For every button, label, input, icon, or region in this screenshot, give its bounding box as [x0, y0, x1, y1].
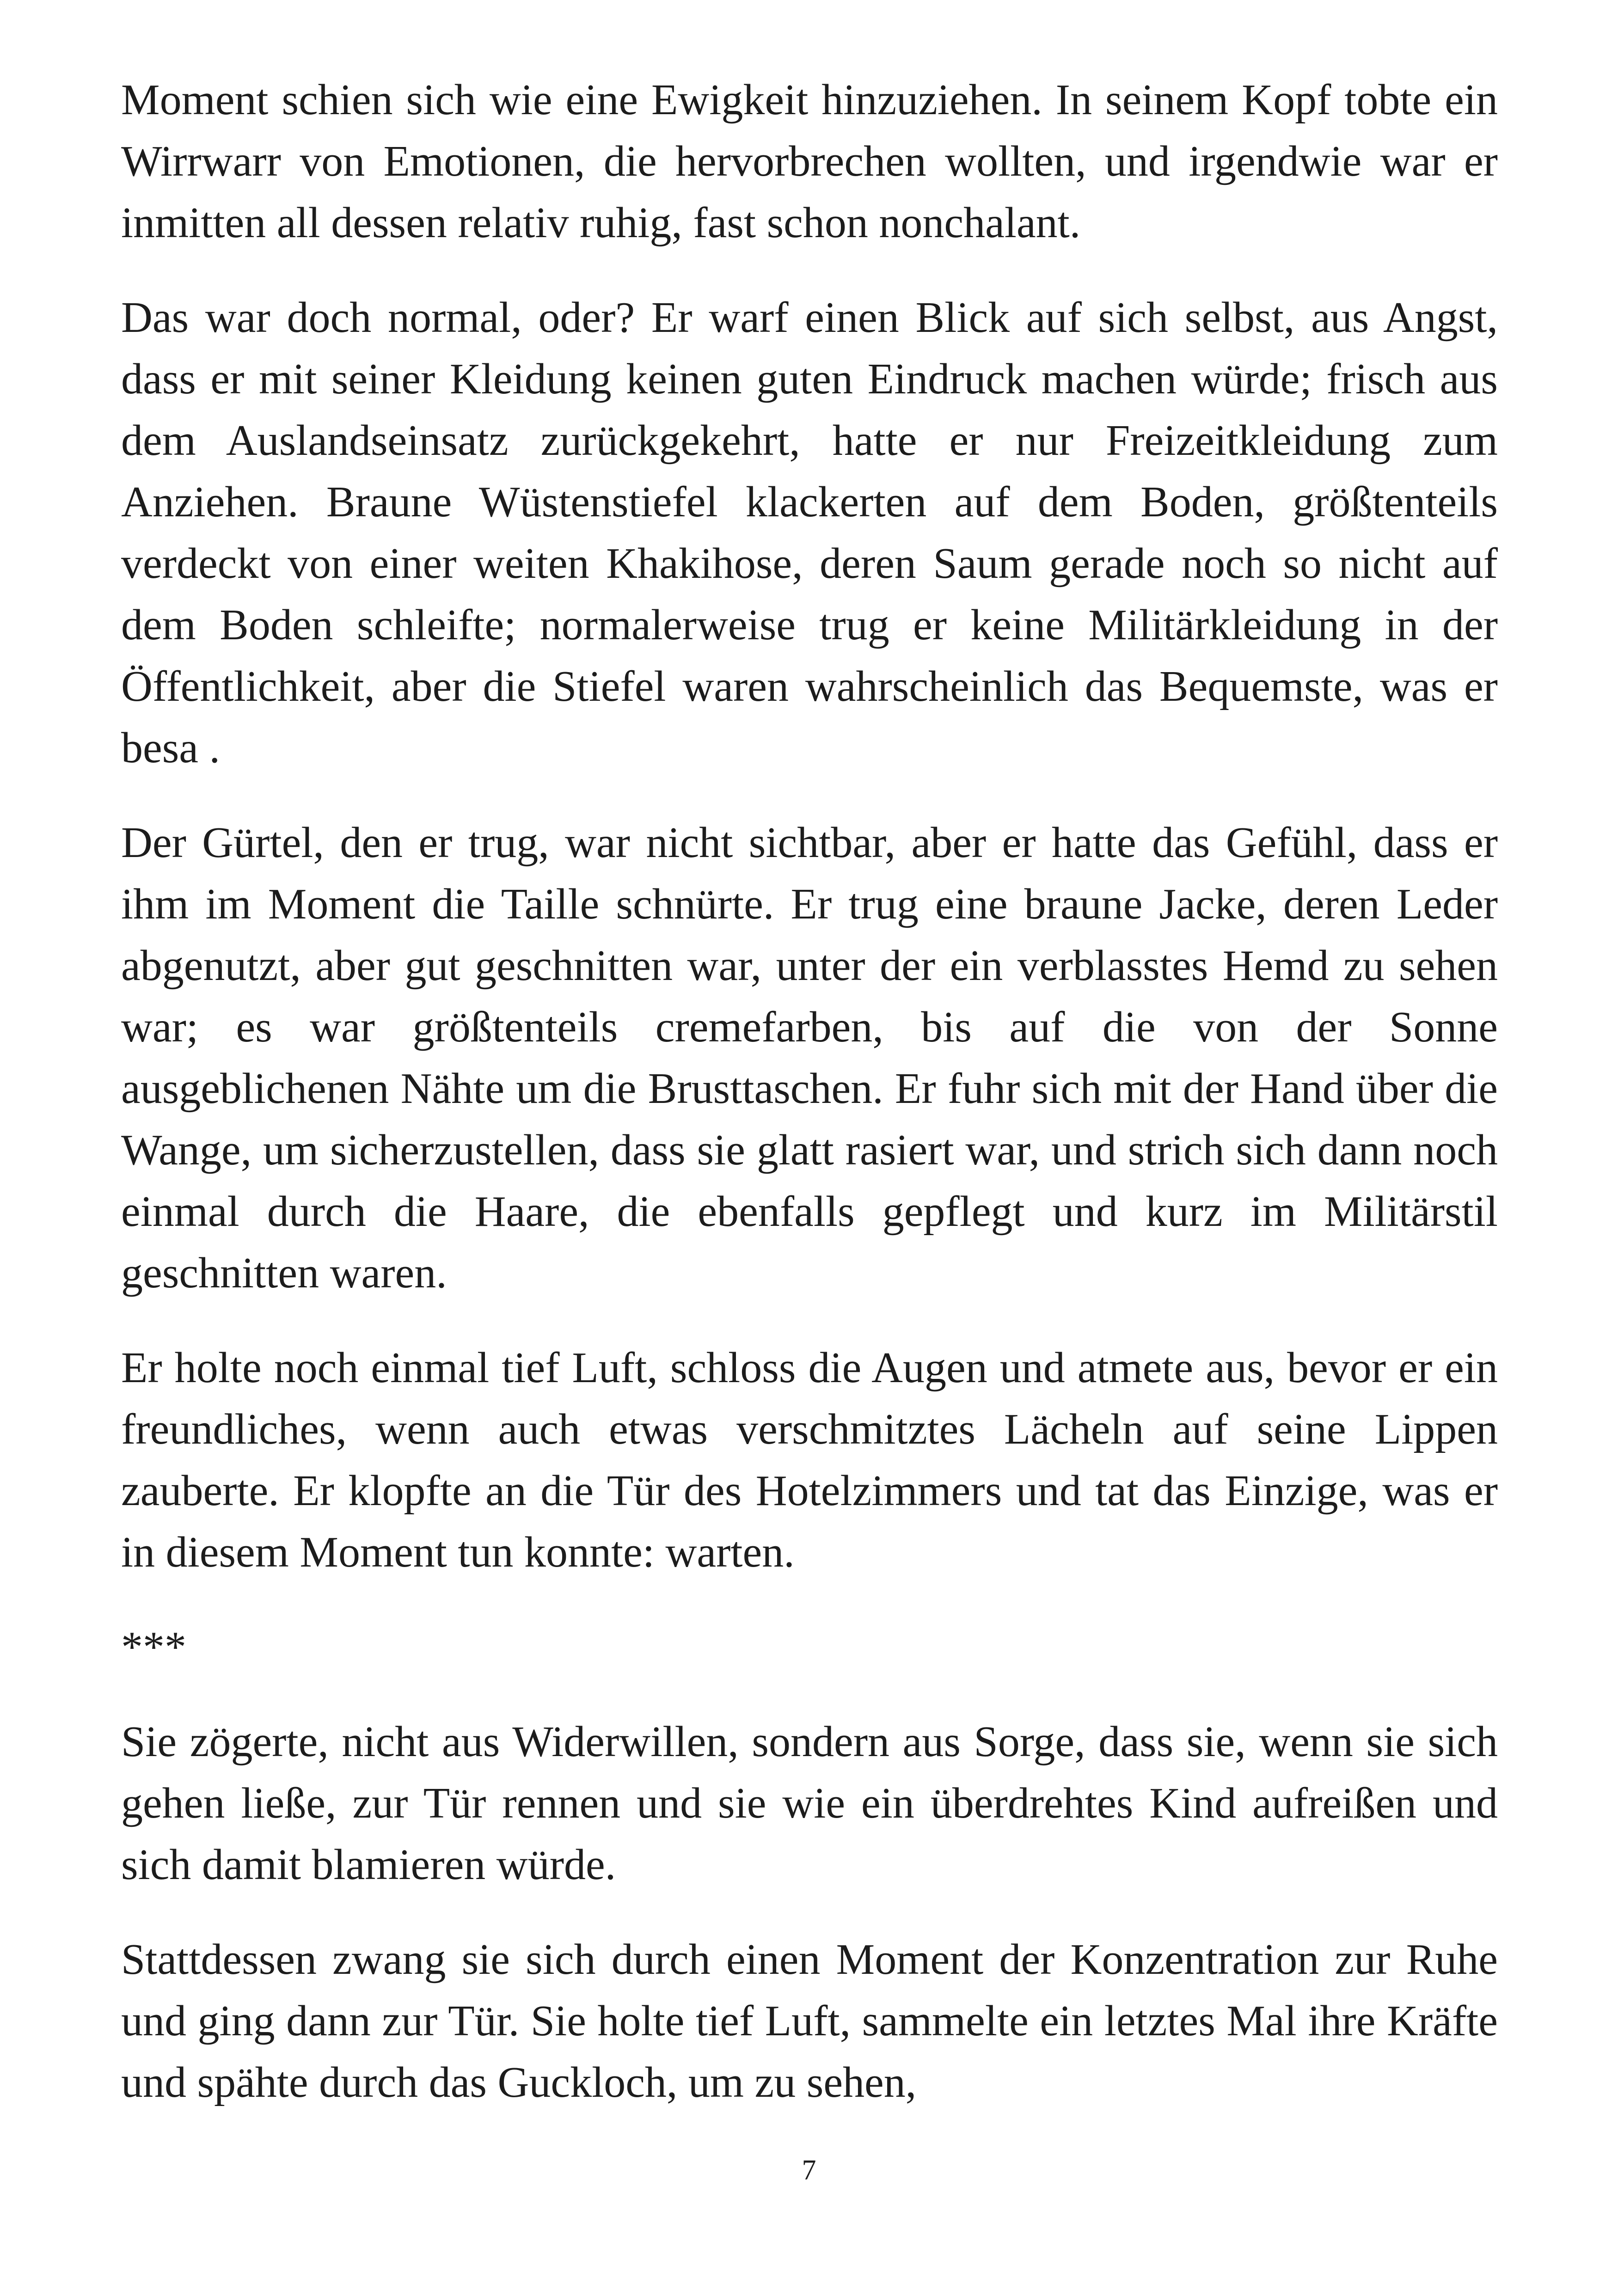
- paragraph: Moment schien sich wie eine Ewigkeit hinzuziehen. In seinem Kopf tobte ein Wirrwarr von Emotionen, die hervorbrechen wollten, und irgendwie war er inmitten all dessen relativ ruhig, fast schon nonchalant.: [121, 76, 1498, 247]
- body-text: [121, 69, 1498, 2147]
- paragraph: Das war doch normal, oder? Er warf einen Blick auf sich selbst, aus Angst, dass er mit seiner Kleidung keinen guten Eindruck machen würde; frisch aus dem Auslandseinsatz zurückgekehrt, hatte er nur Freizeitkleidung zum Anziehen. Braune Wüstenstiefel klackerten auf dem Boden, größtenteils verdeckt von einer weiten Khakihose, deren Saum gerade noch so nicht auf dem Boden schleifte; normalerweise trug er keine Militärkleidung in der Öffentlichkeit, aber die Stiefel waren wahrscheinlich das Bequemste, was er besa .: [121, 294, 1498, 772]
- paragraph: Der Gürtel, den er trug, war nicht sichtbar, aber er hatte das Gefühl, dass er ihm im Moment die Taille schnürte. Er trug eine braune Jacke, deren Leder abgenutzt, aber gut geschnitten war, unter der ein verblasstes Hemd zu sehen war; es war größtenteils cremefarben, bis auf die von der Sonne ausgeblichenen Nähte um die Brusttaschen. Er fuhr sich mit der Hand über die Wange, um sicherzustellen, dass sie glatt rasiert war, und strich sich dann noch einmal durch die Haare, die ebenfalls gepflegt und kurz im Militärstil geschnitten waren.: [121, 819, 1498, 1297]
- page-number: 7: [802, 2155, 816, 2186]
- paragraph: Er holte noch einmal tief Luft, schloss die Augen und atmete aus, bevor er ein freundliches, wenn auch etwas verschmitztes Lächeln auf seine Lippen zauberte. Er klopfte an die Tür des Hotelzimmers und tat das Einzige, was er in diesem Moment tun konnte: warten.: [121, 1344, 1498, 1576]
- paragraph: Stattdessen zwang sie sich durch einen Moment der Konzentration zur Ruhe und ging dann zur Tür. Sie holte tief Luft, sammelte ein letztes Mal ihre Kräfte und spähte durch das Guckloch, um zu sehen,: [121, 1935, 1498, 2106]
- paragraph: Sie zögerte, nicht aus Widerwillen, sondern aus Sorge, dass sie, wenn sie sich gehen ließe, zur Tür rennen und sie wie ein überdrehtes Kind aufreißen und sich damit blamieren würde.: [121, 1718, 1498, 1889]
- scene-separator: ***: [121, 1623, 186, 1671]
